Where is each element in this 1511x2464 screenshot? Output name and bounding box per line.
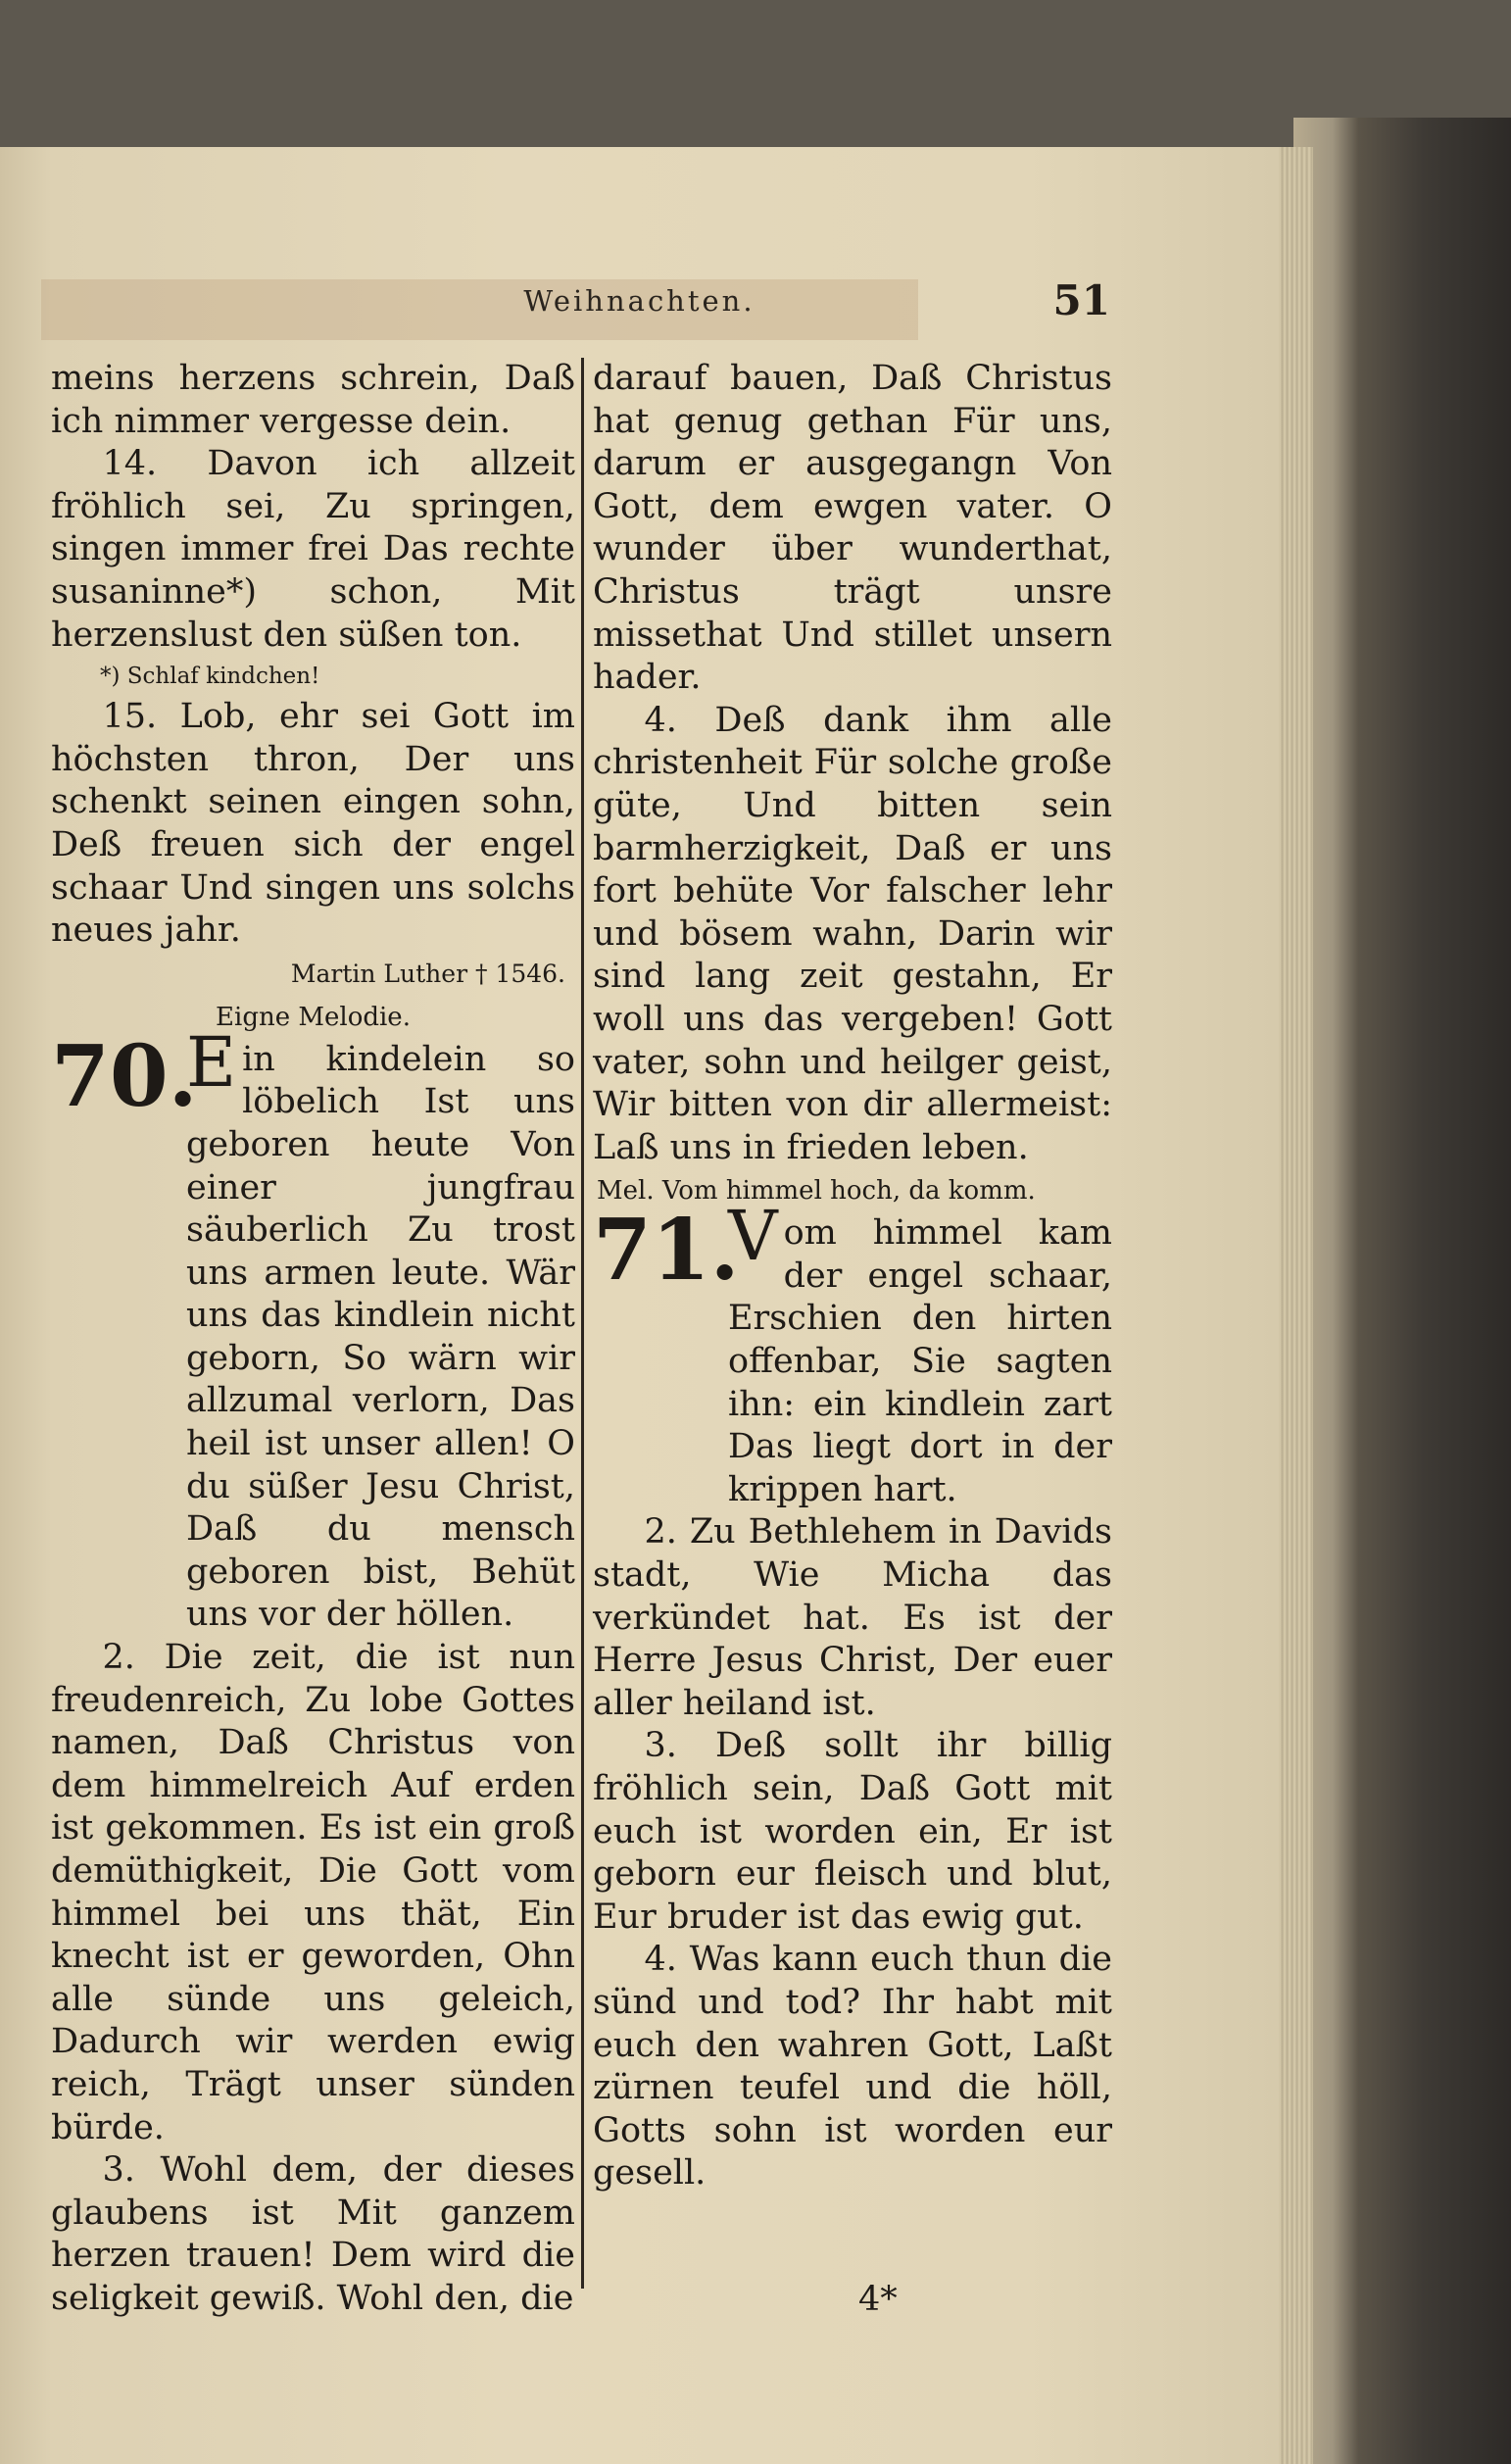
hymn-71-verse-3: 3. Deß sollt ihr billig fröhlich sein, Daß Gott mit euch ist worden ein, Er ist geborn eur fleisch und blut, Eur bruder ist das ewig gut.: [593, 1726, 1112, 1937]
background-top: [0, 0, 1511, 147]
hymn-70-verse-3: 3. Wohl dem, der dieses glaubens ist Mit ganzem herzen trauen! Dem wird die seligkeit gewiß. Wohl den, die: [51, 2150, 575, 2318]
hymn-71: [593, 1196, 1112, 1511]
verse-15: 15. Lob, ehr sei Gott im höchsten thron, Der uns schenkt seinen eingen sohn, Deß freuen sich der engel schaar Und singen uns solchs neues jahr.: [51, 697, 575, 951]
signature-mark: 4*: [858, 2280, 898, 2319]
hymn-70-verse-4: 4. Deß dank ihm alle christenheit Für solche große güte, Und bitten sein barmherzigkeit, Daß er uns fort behüte Vor falscher lehr und bösem wahn, Darin wir sind lang zeit gestahn, Er woll uns das vergeben! Gott vater, sohn und heilger geist, Wir bitten von dir allermeist: Laß uns in frieden leben.: [593, 700, 1112, 1167]
hymn-number: 71.: [593, 1201, 740, 1301]
drop-cap: V: [728, 1196, 778, 1277]
hymn-71-text: om himmel kam der engel schaar, Erschien den hirten offenbar, Sie sagten ihn: ein kindlein zart Das liegt dort in der krippen hart.: [728, 1213, 1112, 1509]
book-page: [0, 147, 1279, 2464]
drop-cap: E: [186, 1021, 237, 1103]
verse-continuation: darauf bauen, Daß Christus hat genug gethan Für uns, darum er ausgegangn Von Gott, dem ewgen vater. O wunder über wunderthat, Christus trägt unsre missethat Und stillet unsern hader.: [593, 359, 1112, 698]
column-divider: [581, 358, 584, 2289]
hymn-70-verse-2: 2. Die zeit, die ist nun freudenreich, Zu lobe Gottes namen, Daß Christus von dem himmelreich Auf erden ist gekommen. Es ist ein groß demüthigkeit, Die Gott vom himmel bei uns thät, Ein knecht ist er geworden, Ohn alle sünde uns geleich, Dadurch wir werden ewig reich, Trägt unser sünden bürde.: [51, 1638, 575, 2147]
melody-note: Mel. Vom himmel hoch, da komm.: [597, 1176, 1036, 1207]
left-column: [51, 358, 575, 2321]
page-edges: [1274, 147, 1313, 2464]
melody-note: Eigne Melodie.: [216, 1002, 411, 1032]
page-number: 51: [1052, 276, 1110, 324]
verse-continuation: meins herzens schrein, Daß ich nimmer vergesse dein.: [51, 359, 575, 441]
book-spine: [1293, 118, 1511, 2464]
hymn-70-text: in kindelein so löbelich Ist uns geboren heute Von einer jungfrau säuberlich Zu trost uns armen leute. Wär uns das kindlein nicht geborn, So wärn wir allzumal verlorn, Das heil ist unser allen! O du süßer Jesu Christ, Daß du mensch geboren bist, Behüt uns vor der höllen.: [186, 1039, 575, 1635]
right-column: [593, 358, 1112, 2195]
hymn-number: 70.: [51, 1026, 198, 1126]
verse-14: 14. Davon ich allzeit fröhlich sei, Zu springen, singen immer frei Das rechte susaninne*) schon, Mit herzenslust den süßen ton.: [51, 444, 575, 655]
footnote: *) Schlaf kindchen!: [100, 664, 320, 690]
hymn-70-verse-1: [51, 1021, 575, 1637]
running-title: Weihnachten.: [523, 284, 756, 318]
author-credit: Martin Luther † 1546.: [290, 959, 565, 988]
hymn-71-verse-4: 4. Was kann euch thun die sünd und tod? Ihr habt mit euch den wahren Gott, Laßt zürnen teufel und die höll, Gotts sohn ist worden eur gesell.: [593, 1940, 1112, 2193]
hymn-71-verse-2: 2. Zu Bethlehem in Davids stadt, Wie Micha das verkündet hat. Es ist der Herre Jesus Christ, Der euer aller heiland ist.: [593, 1512, 1112, 1723]
hymn-70: [51, 1021, 575, 1637]
